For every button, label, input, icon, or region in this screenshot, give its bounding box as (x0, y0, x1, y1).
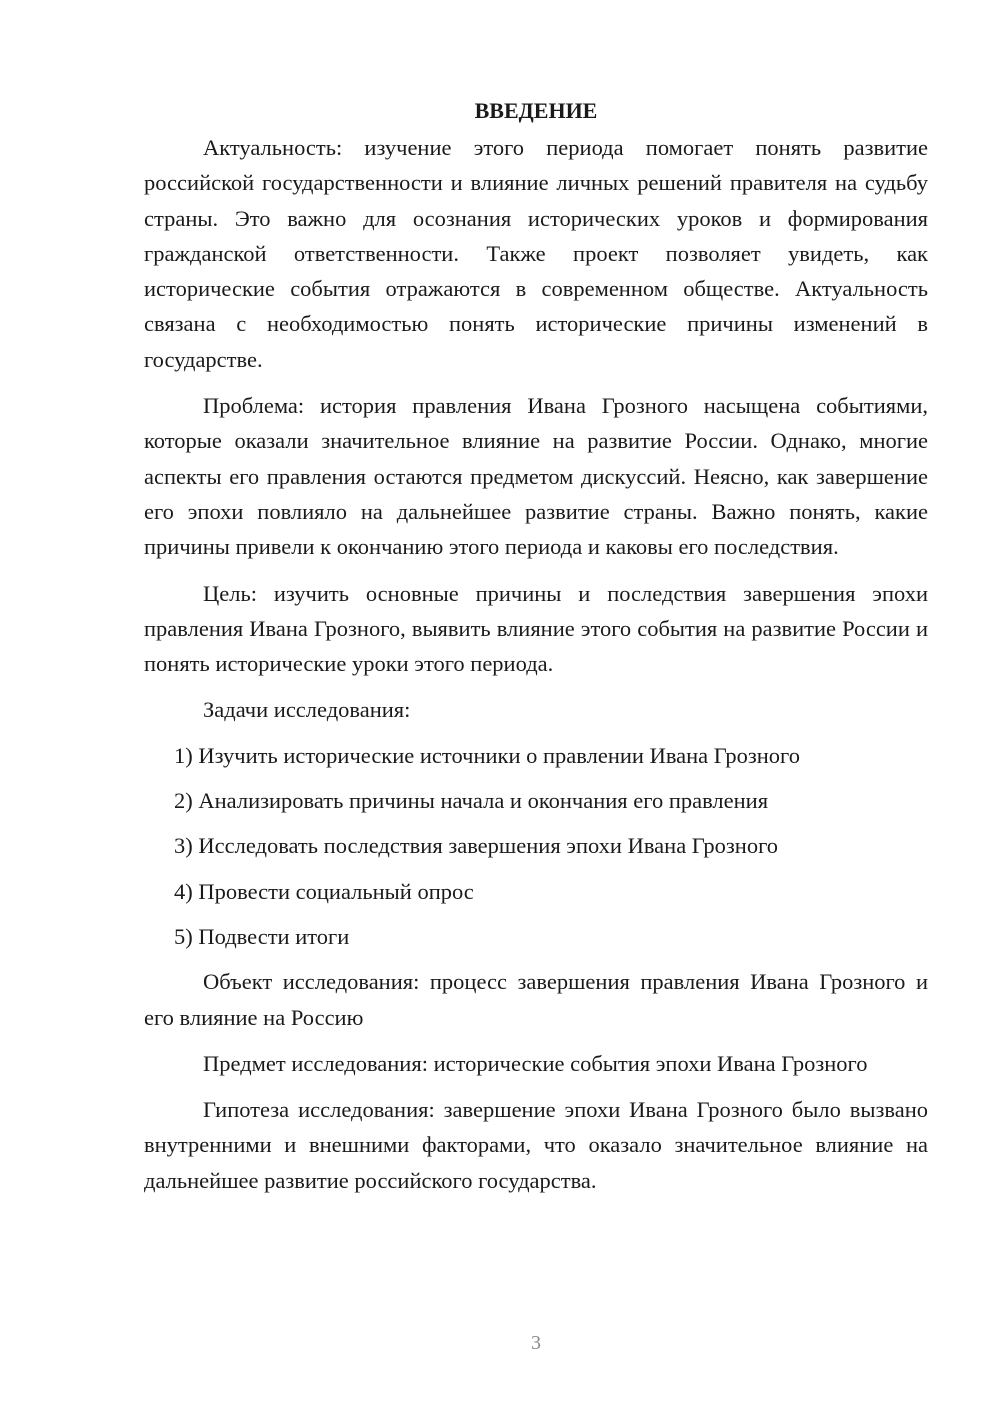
task-item: 5) Подвести итоги (174, 923, 350, 949)
task-item: 4) Провести социальный опрос (174, 878, 474, 904)
object-paragraph: Объект исследования: процесс завершения правления Ивана Грозного и его влияние на Россию (144, 969, 928, 1030)
task-item: 2) Анализировать причины начала и окончания его правления (174, 788, 769, 814)
page-number: 3 (531, 1332, 541, 1354)
problem-paragraph: Проблема: история правления Ивана Грозного насыщена событиями, которые оказали значительное влияние на развитие России. Однако, многие аспекты его правления остаются предметом дискуссий. Неясно, как завершение его эпохи повлияло на дальнейшее развитие страны. Важно понять, какие причины привели к окончанию этого периода и каковы его последствия. (144, 393, 928, 560)
relevance-paragraph: Актуальность: изучение этого периода помогает понять развитие российской государственности и влияние личных решений правителя на судьбу страны. Это важно для осознания исторических уроков и формирования гражданской ответственности. Также проект позволяет увидеть, как исторические события отражаются в современном обществе. Актуальность связана с необходимостью понять исторические причины изменений в государстве. (144, 135, 928, 372)
subject-paragraph: Предмет исследования: исторические события эпохи Ивана Грозного (203, 1050, 868, 1076)
task-item: 3) Исследовать последствия завершения эпохи Ивана Грозного (174, 833, 778, 859)
goal-paragraph: Цель: изучить основные причины и последствия завершения эпохи правления Ивана Грозного, выявить влияние этого события на развитие России и понять исторические уроки этого периода. (144, 580, 928, 677)
task-item: 1) Изучить исторические источники о правлении Ивана Грозного (174, 742, 800, 768)
tasks-heading: Задачи исследования: (203, 697, 411, 723)
hypothesis-paragraph: Гипотеза исследования: завершение эпохи Ивана Грозного было вызвано внутренними и внешними факторами, что оказало значительное влияние на дальнейшее развитие российского государства. (144, 1097, 928, 1193)
document-page (144, 96, 928, 1209)
tasks-list (144, 738, 928, 954)
page-title: ВВЕДЕНИЕ (474, 98, 598, 123)
